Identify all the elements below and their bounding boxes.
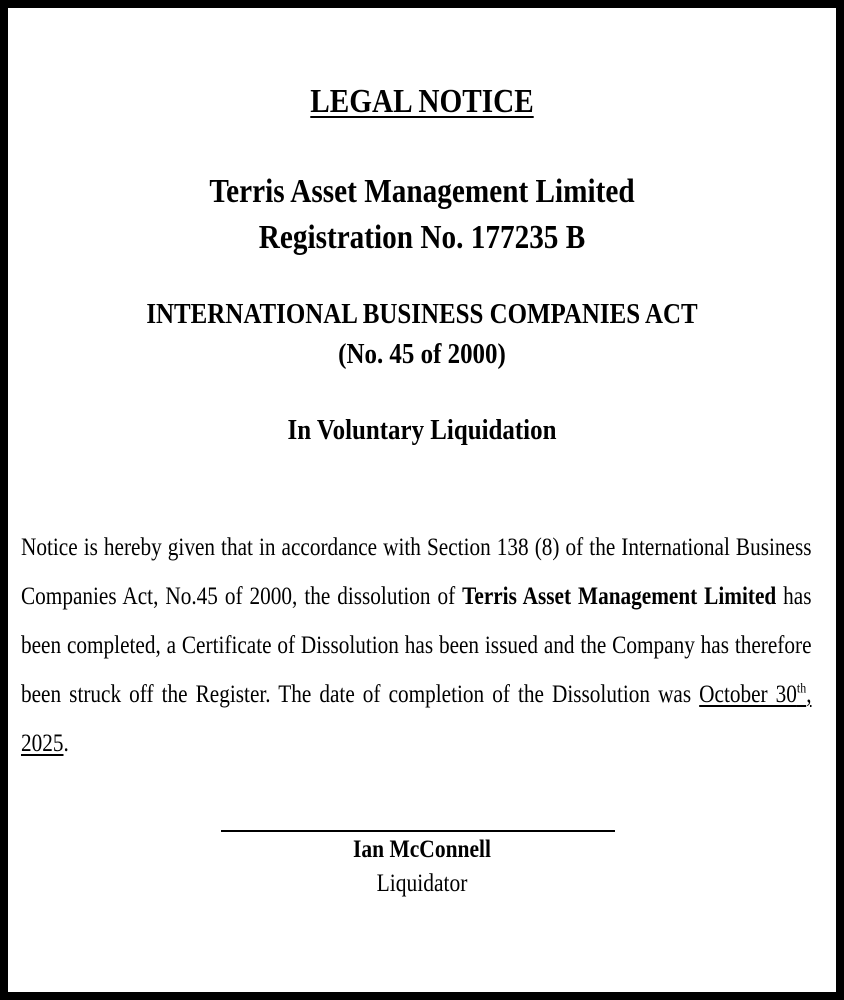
body-text-part-2: has been completed, a Certificate of Dissolution has been issued and the Company has therefore been struck off the Register. The date of completion of the Dissolution was <box>21 583 812 708</box>
completion-date-suffix: th <box>796 681 807 697</box>
act-number: (No. 45 of 2000) <box>338 338 506 370</box>
signatory-name: Ian McConnell <box>353 836 491 863</box>
signatory-role: Liquidator <box>376 870 468 897</box>
notice-title: LEGAL NOTICE <box>310 83 534 120</box>
completion-date-month-day: October 30 <box>699 681 797 708</box>
registration-number: Registration No. 177235 B <box>258 219 586 256</box>
notice-body-paragraph <box>21 523 812 768</box>
company-name-heading: Terris Asset Management Limited <box>209 173 635 210</box>
body-text-end: . <box>63 730 69 757</box>
act-name: INTERNATIONAL BUSINESS COMPANIES ACT <box>146 298 698 330</box>
completion-date-year: , 2025 <box>21 681 812 757</box>
legal-notice-page <box>8 8 836 992</box>
liquidation-status: In Voluntary Liquidation <box>287 414 557 446</box>
signature-line <box>221 830 615 832</box>
body-company-name: Terris Asset Management Limited <box>462 583 777 610</box>
body-text-part-1: Notice is hereby given that in accordance with Section 138 (8) of the International Business Companies Act, No.45 of 2000, the dissolution of <box>21 534 812 610</box>
